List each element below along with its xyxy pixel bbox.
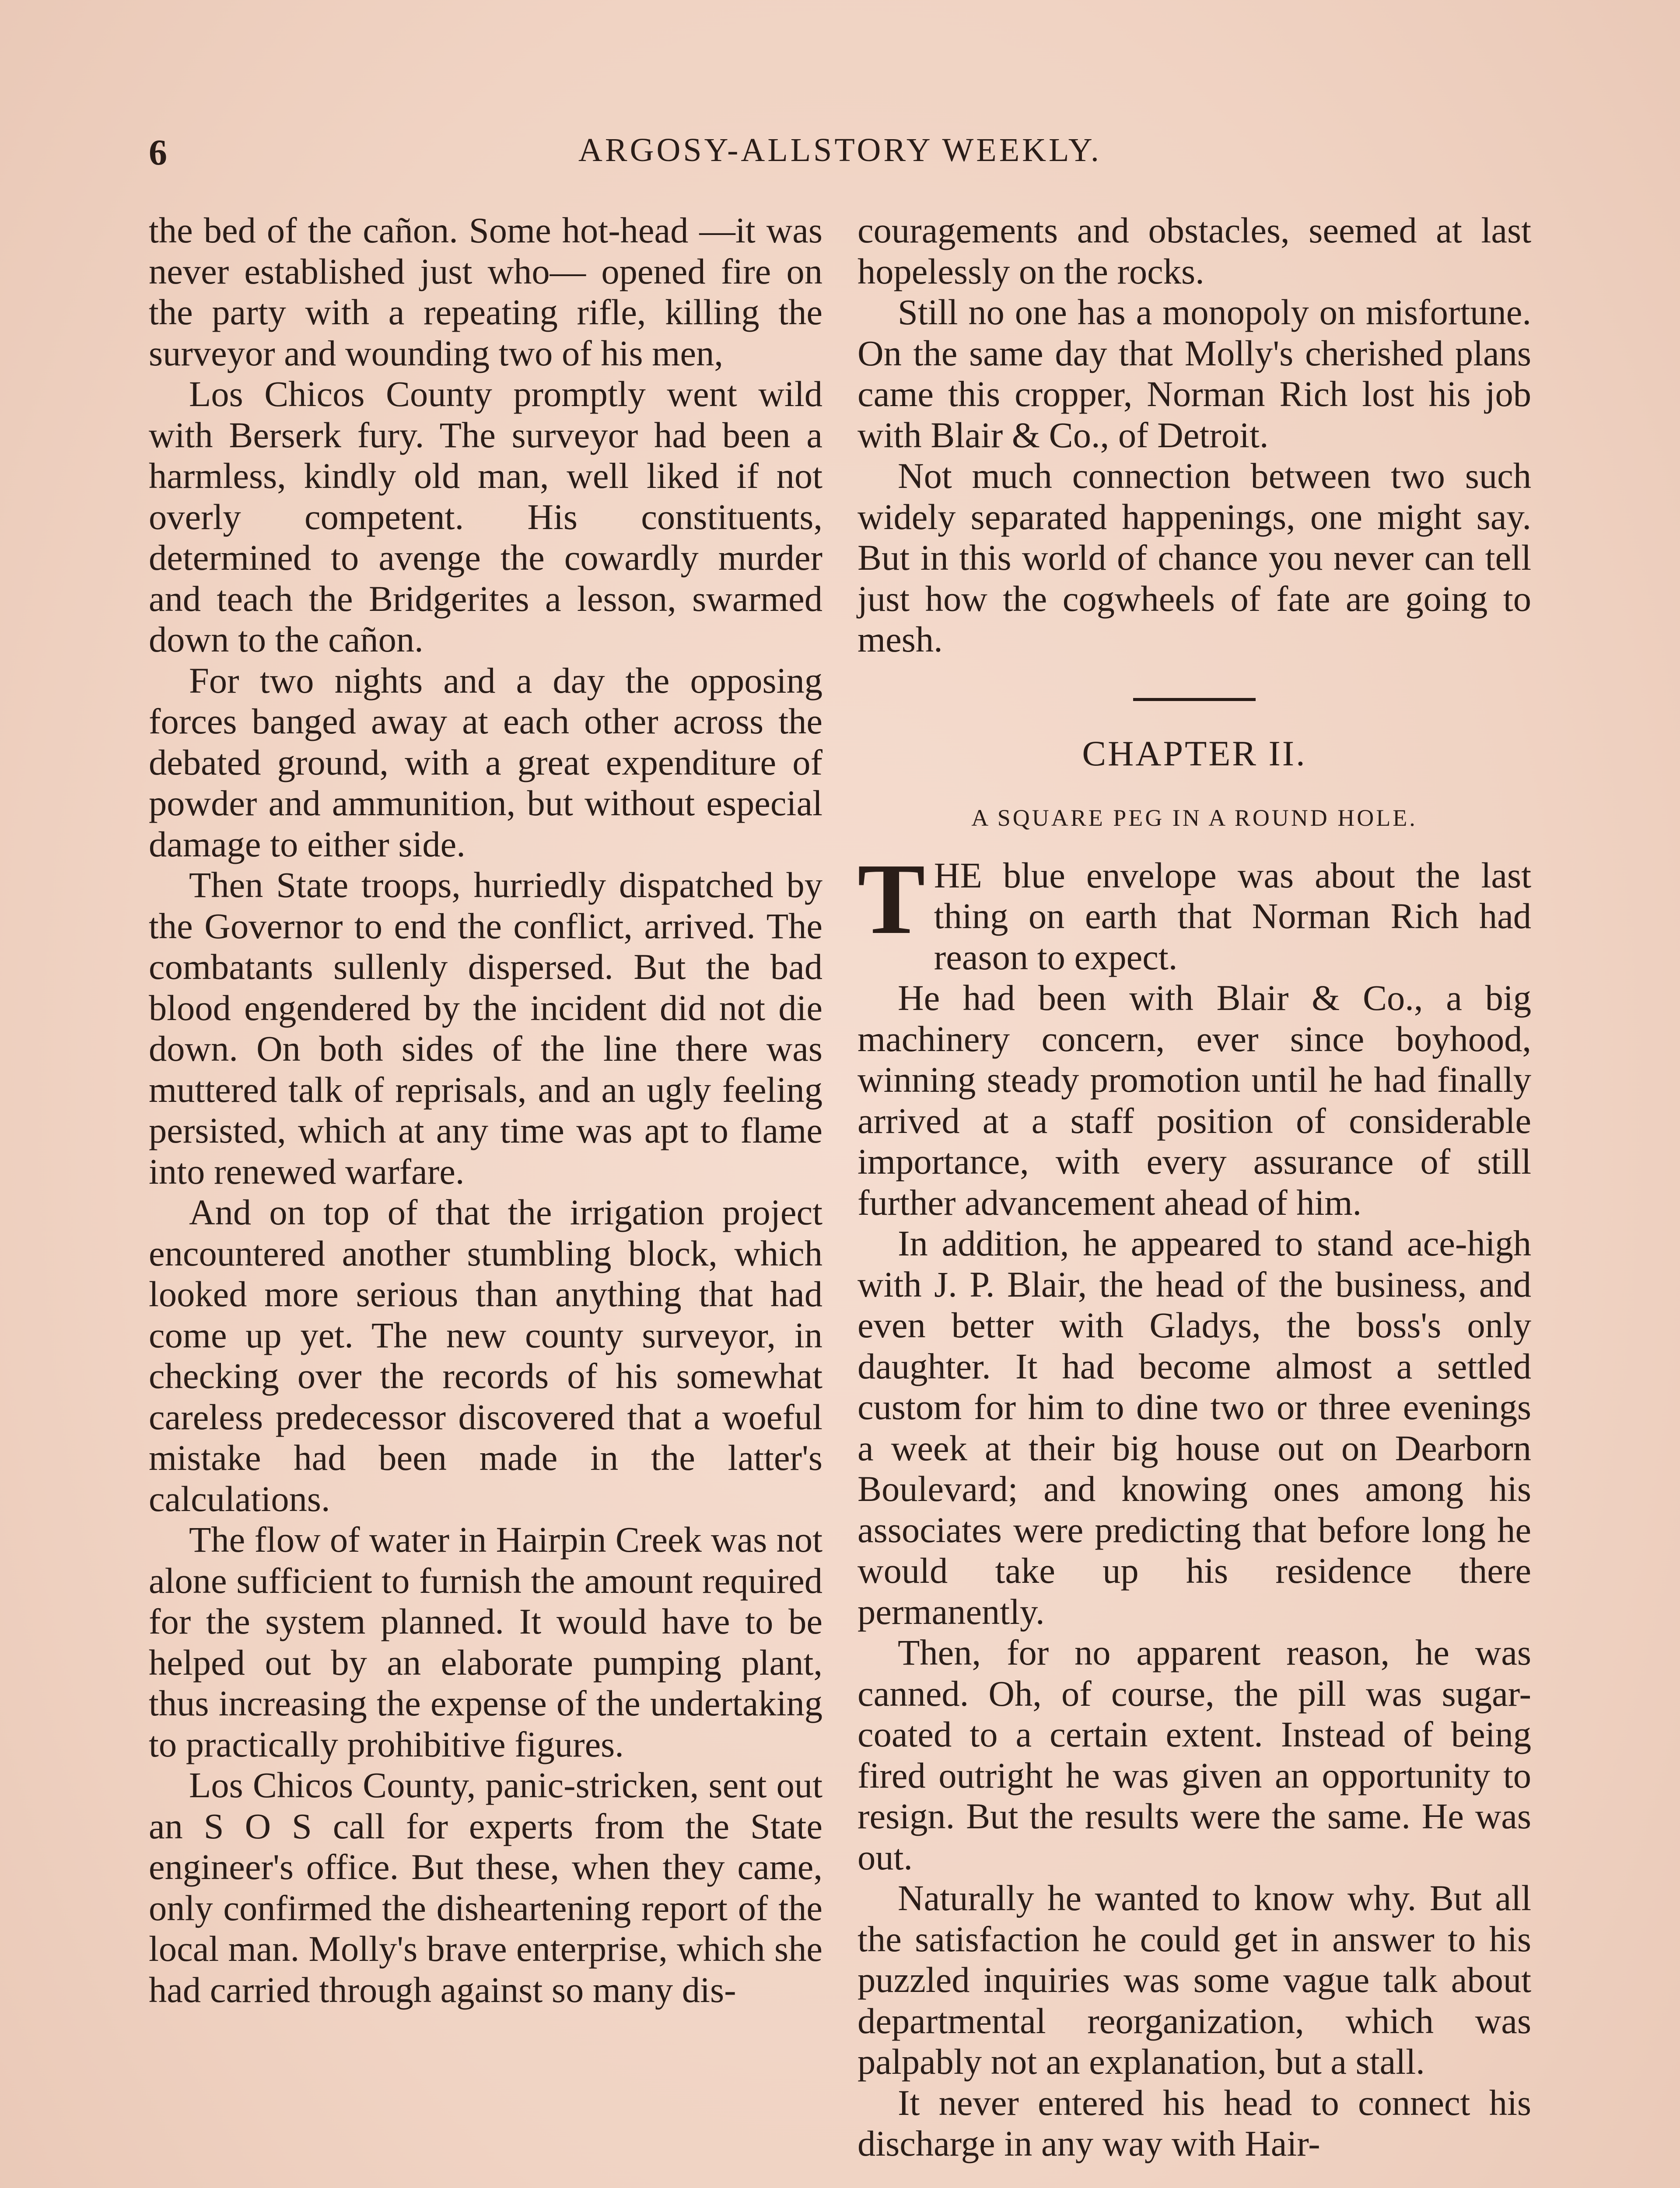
paragraph: He had been with Blair & Co., a big machinery concern, ever since boyhood, winning steady promotion until he had finally arrived at a staff position of considerable importance, with every assurance of still further advancement ahead of him. <box>858 978 1531 1223</box>
paragraph: Then State troops, hurriedly dispatched by the Governor to end the conflict, arrived. The combatants sullenly dispersed. But the bad blood engendered by the incident did not die down. On both sides of the line there was muttered talk of reprisals, and an ugly feeling persisted, which at any time was apt to flame into renewed warfare. <box>149 865 822 1192</box>
chapter-title: CHAPTER II. <box>1082 733 1307 773</box>
chapter-subtitle: A SQUARE PEG IN A ROUND HOLE. <box>971 804 1418 831</box>
paragraph: For two nights and a day the opposing forces banged away at each other across the debated ground, with a great expenditure of powder and ammunition, but without especial damage to either side. <box>149 660 822 864</box>
paragraph: Los Chicos County promptly went wild with Berserk fury. The surveyor had been a harmless, kindly old man, well liked if not overly competent. His constituents, determined to avenge the cowardly murder and teach the Bridgerites a lesson, swarmed down to the cañon. <box>149 374 822 659</box>
paragraph: And on top of that the irrigation project encountered another stumbling block, which looked more serious than anything that had come up yet. The new county surveyor, in checking over the records of his somewhat careless predecessor discovered that a woeful mistake had been made in the latter's calculations. <box>149 1192 822 1519</box>
section-divider <box>1133 698 1256 701</box>
paragraph: Not much connection between two such widely separated happenings, one might say. But in this world of chance you never can tell just how the cogwheels of fate are going to mesh. <box>858 456 1531 659</box>
left-column <box>149 210 822 2010</box>
page-header <box>149 131 1531 179</box>
paragraph: Then, for no apparent reason, he was canned. Oh, of course, the pill was sugar-coated to a certain extent. Instead of being fired outright he was given an opportunity to resign. But the results were the same. He was out. <box>858 1632 1531 1877</box>
page-number: 6 <box>149 132 168 173</box>
paragraph: Still no one has a monopoly on misfortune. On the same day that Molly's cherished plans came this cropper, Norman Rich lost his job with Blair & Co., of Detroit. <box>858 292 1531 455</box>
paragraph: In addition, he appeared to stand ace-high with J. P. Blair, the head of the business, and even better with Gladys, the boss's only daughter. It had become almost a settled custom for him to dine two or three evenings a week at their big house out on Dearborn Boulevard; and knowing ones among his associates were predicting that before long he would take up his residence there permanently. <box>858 1223 1531 1632</box>
paragraph: the bed of the cañon. Some hot-head —it was never established just who— opened fire on the party with a repeating rifle, killing the surveyor and wounding two of his men, <box>149 210 822 373</box>
paragraph: It never entered his head to connect his discharge in any way with Hair- <box>858 2082 1531 2163</box>
paragraph: The flow of water in Hairpin Creek was not alone sufficient to furnish the amount required for the system planned. It would have to be helped out by an elaborate pumping plant, thus increasing the expense of the undertaking to practically prohibitive figures. <box>149 1519 822 1764</box>
paragraph: Naturally he wanted to know why. But all the satisfaction he could get in answer to his puzzled inquiries was some vague talk about departmental reorganization, which was palpably not an explanation, but a stall. <box>858 1878 1531 2082</box>
running-head: ARGOSY-ALLSTORY WEEKLY. <box>578 132 1102 168</box>
paragraph: couragements and obstacles, seemed at last hopelessly on the rocks. <box>858 210 1531 291</box>
drop-cap: T <box>858 842 925 955</box>
opening-paragraph <box>858 842 1531 978</box>
right-column <box>858 210 1531 2164</box>
paragraph: Los Chicos County, panic-stricken, sent out an S O S call for experts from the State engineer's office. But these, when they came, only confirmed the disheartening report of the local man. Molly's brave enterprise, which she had carried through against so many dis- <box>149 1765 822 2010</box>
opening-text: HE blue envelope was about the last thing on earth that Norman Rich had reason to expect. <box>934 855 1531 977</box>
